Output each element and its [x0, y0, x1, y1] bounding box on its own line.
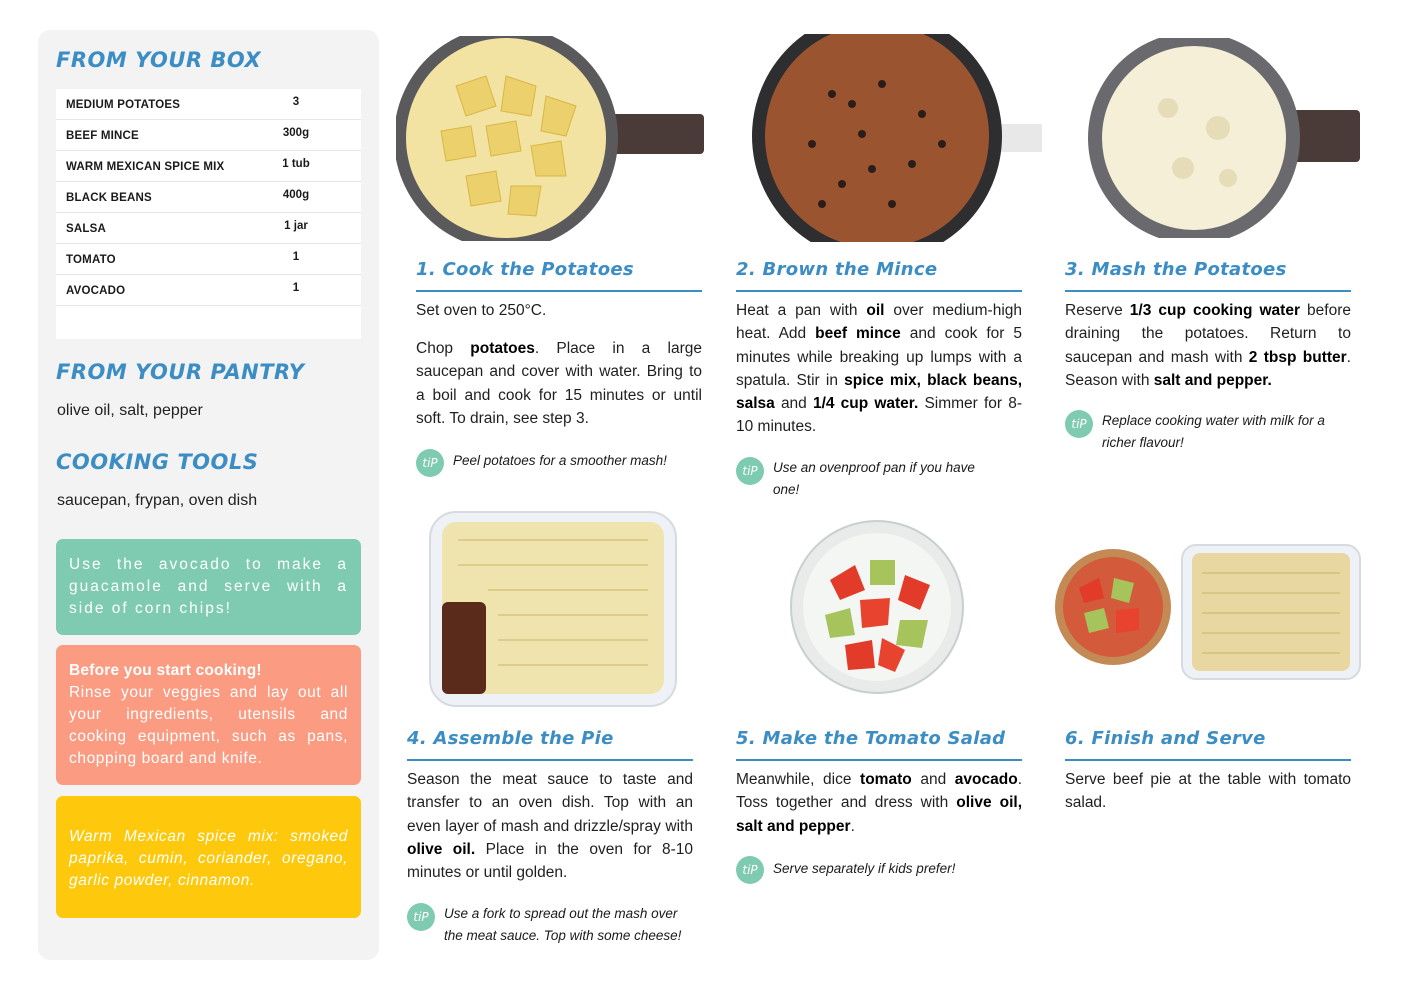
- mince-pan-photo: [752, 34, 1042, 242]
- bold-ingredient-text: oil: [866, 302, 885, 319]
- bold-ingredient-text: olive oil, salt and pepper: [736, 794, 1023, 835]
- instruction-text: .: [850, 817, 855, 835]
- tip-badge-icon: tiP: [416, 449, 444, 477]
- pantry-text: olive oil, salt, pepper: [57, 402, 203, 419]
- instruction-text: Serve beef pie at the table with tomato salad.: [1065, 771, 1351, 812]
- instruction-text: Place in the oven for 8-10 minutes or until golden.: [407, 840, 694, 882]
- ingredient-qty: 1: [292, 251, 300, 263]
- ingredient-name: SALSA: [66, 223, 106, 235]
- ingredient-row: [56, 89, 361, 120]
- bold-ingredient-text: olive oil.: [407, 840, 476, 858]
- instruction-text: Simmer for 8-10 minutes.: [736, 395, 1022, 436]
- tip-text: Serve separately if kids prefer!: [773, 861, 956, 876]
- from-your-pantry-heading: FROM YOUR PANTRY: [56, 360, 305, 384]
- step-4-body: [407, 768, 693, 884]
- step-5-tip: [736, 856, 1026, 886]
- instruction-text: before draining the potatoes. Return to saucepan and mash with: [1065, 302, 1351, 366]
- ingredient-qty: 1 jar: [284, 220, 308, 232]
- instruction-text: . Toss together and dress with: [736, 771, 1022, 812]
- bold-ingredient-text: tomato: [860, 771, 912, 788]
- step-1-tip: [416, 449, 706, 479]
- bold-ingredient-text: 1/3 cup cooking water: [1129, 302, 1300, 319]
- before-cooking-title: Before you start cooking!: [69, 662, 262, 679]
- ingredient-row: [56, 182, 361, 213]
- spice-mix-note: Warm Mexican spice mix: smoked paprika, cumin, coriander, oregano, garlic powder, cinnamon.: [56, 796, 361, 918]
- instruction-text: and cook for 5 minutes while breaking up lumps with a spatula. Stir in: [736, 325, 1022, 389]
- bold-ingredient-text: salt and pepper.: [1153, 371, 1272, 389]
- tip-badge-icon: tiP: [736, 457, 764, 485]
- cooking-tools-heading: COOKING TOOLS: [56, 450, 259, 474]
- ingredients-table: [56, 89, 361, 339]
- instruction-text: Season the meat sauce to taste and transfer to an oven dish. Top with an even layer of mash and drizzle/spray with: [407, 771, 693, 835]
- avocado-tip-note: Use the avocado to make a guacamole and serve with a side of corn chips!: [56, 539, 361, 635]
- tools-text: saucepan, frypan, oven dish: [57, 492, 258, 509]
- ingredient-qty: 1: [292, 282, 300, 294]
- step-2-tip: [736, 457, 1026, 503]
- step-2-divider: [736, 290, 1022, 292]
- tip-text: Use a fork to spread out the mash over the meat sauce. Top with some cheese!: [444, 906, 682, 943]
- ingredient-name: BLACK BEANS: [66, 192, 152, 204]
- step-6-body: [1065, 768, 1351, 815]
- bold-ingredient-text: spice mix, black beans, salsa: [736, 371, 1022, 413]
- ingredient-row: [56, 244, 361, 275]
- step-4-title: 4. Assemble the Pie: [407, 728, 614, 749]
- instruction-text: and: [774, 395, 813, 413]
- bold-ingredient-text: beef mince: [815, 325, 901, 343]
- side-salad-photo: [1054, 548, 1172, 666]
- instruction-text: over medium-high heat. Add: [736, 302, 1023, 343]
- ingredient-name: TOMATO: [66, 254, 116, 266]
- ingredient-qty: 1 tub: [282, 158, 310, 170]
- ingredient-qty: 300g: [282, 127, 310, 139]
- step-4-divider: [407, 759, 693, 761]
- instruction-text: and: [911, 771, 955, 788]
- ingredient-row: [56, 120, 361, 151]
- bold-ingredient-text: 2 tbsp butter: [1248, 348, 1347, 366]
- step-5-divider: [736, 759, 1022, 761]
- tomato-salad-bowl-photo: [790, 520, 965, 695]
- step-3-divider: [1065, 290, 1351, 292]
- step-2-body: [736, 299, 1022, 439]
- tip-badge-icon: tiP: [407, 903, 435, 931]
- instruction-text: . Season with: [1065, 348, 1351, 389]
- bold-ingredient-text: 1/4 cup water.: [812, 395, 919, 413]
- ingredient-qty: 400g: [282, 189, 310, 201]
- mashed-potatoes-photo: [1088, 38, 1360, 238]
- ingredient-row: [56, 151, 361, 182]
- step-1-title: 1. Cook the Potatoes: [416, 259, 634, 280]
- potatoes-saucepan-photo: [396, 36, 704, 241]
- finished-pie-photo: [1180, 543, 1362, 681]
- step-3-tip: [1065, 410, 1355, 456]
- instruction-text: Reserve: [1065, 302, 1130, 319]
- tip-badge-icon: tiP: [1065, 410, 1093, 438]
- step-2-title: 2. Brown the Mince: [736, 259, 938, 280]
- tip-badge-icon: tiP: [736, 856, 764, 884]
- step-1-body: [416, 337, 702, 430]
- ingredient-qty: 3: [292, 96, 300, 108]
- tip-text: Peel potatoes for a smoother mash!: [453, 453, 667, 468]
- step-6-divider: [1065, 759, 1351, 761]
- ingredient-name: BEEF MINCE: [66, 130, 139, 142]
- before-cooking-note: [56, 645, 361, 785]
- tip-text: Replace cooking water with milk for a richer flavour!: [1102, 413, 1325, 450]
- bold-ingredient-text: potatoes: [470, 340, 535, 357]
- instruction-text: . Place in a large saucepan and cover with water. Bring to a boil and cook for 15 minutes or until soft. To drain, see step 3.: [416, 340, 702, 427]
- step-3-body: [1065, 299, 1351, 392]
- ingredient-name: MEDIUM POTATOES: [66, 99, 181, 111]
- step-5-title: 5. Make the Tomato Salad: [736, 728, 1006, 749]
- ingredient-row: [56, 213, 361, 244]
- bold-ingredient-text: avocado: [954, 771, 1018, 788]
- before-cooking-text: Rinse your veggies and lay out all your ingredients, utensils and cooking equipment, such as pans, chopping board and knife.: [69, 684, 348, 767]
- instruction-text: Heat a pan with: [736, 302, 867, 319]
- from-your-box-heading: FROM YOUR BOX: [56, 48, 262, 72]
- ingredient-row: [56, 275, 361, 306]
- step-1-preheat: Set oven to 250°C.: [416, 302, 547, 319]
- instruction-text: Chop: [416, 340, 471, 357]
- step-1-divider: [416, 290, 702, 292]
- tip-text: Use an ovenproof pan if you have one!: [773, 460, 975, 497]
- ingredient-name: WARM MEXICAN SPICE MIX: [66, 161, 225, 173]
- step-6-title: 6. Finish and Serve: [1065, 728, 1266, 749]
- pie-dish-photo: [428, 510, 678, 708]
- step-4-tip: [407, 903, 697, 971]
- step-3-title: 3. Mash the Potatoes: [1065, 259, 1287, 280]
- instruction-text: Meanwhile, dice: [736, 771, 861, 788]
- ingredient-name: AVOCADO: [66, 285, 126, 297]
- step-5-body: [736, 768, 1022, 838]
